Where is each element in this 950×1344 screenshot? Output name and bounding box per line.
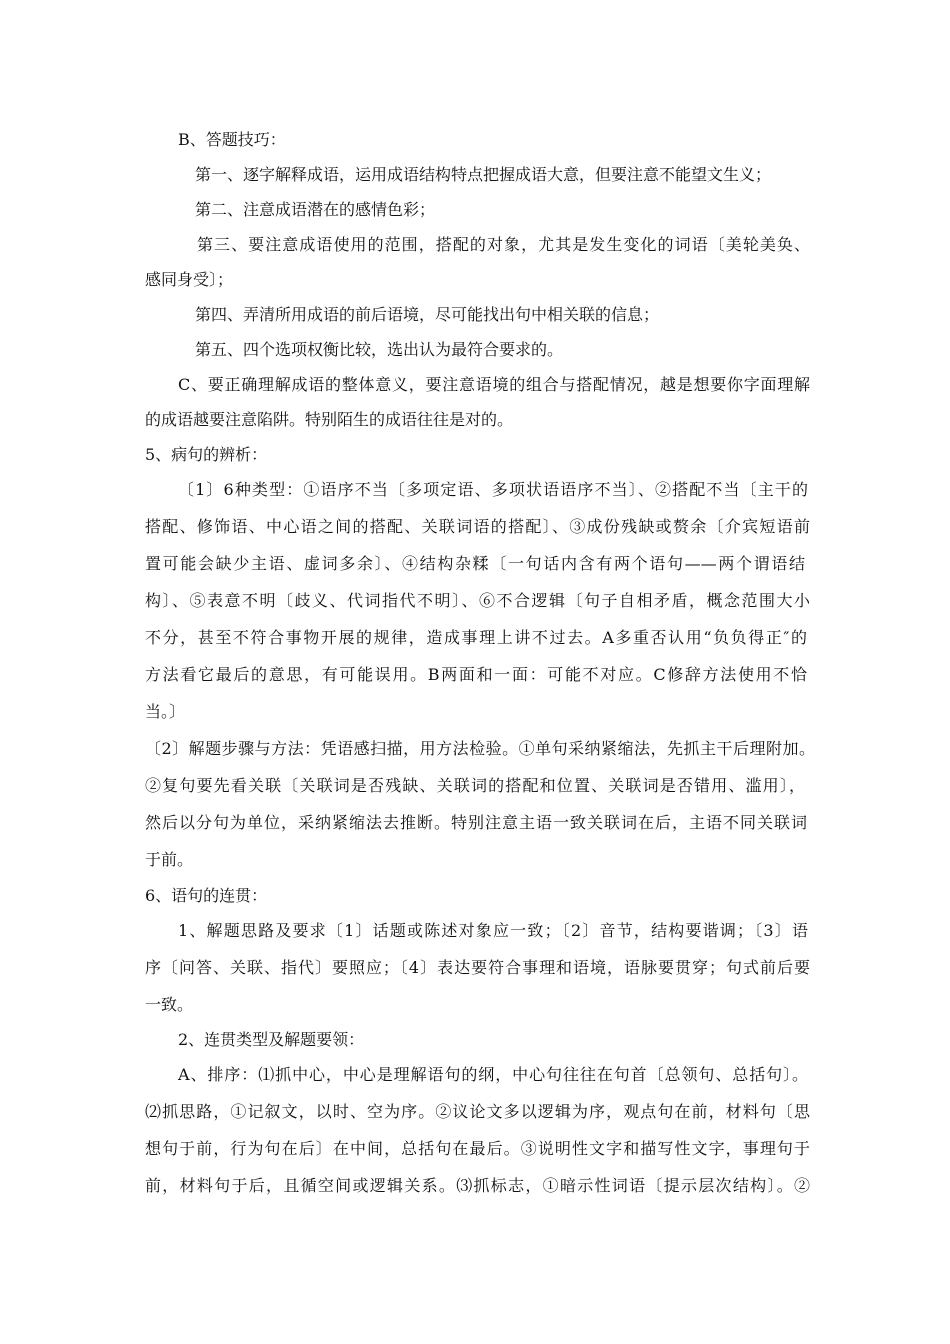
text-line: 〔1〕6种类型：①语序不当〔多项定语、多项状语语序不当〕、②搭配不当〔主干的 xyxy=(178,480,808,499)
section-heading-5: 5、病句的辨析： xyxy=(145,445,268,464)
text-line: 1、解题思路及要求〔1〕话题或陈述对象应一致；〔2〕音节，结构要谐调；〔3〕语 xyxy=(178,921,808,940)
text-line: A、排序：⑴抓中心，中心是理解语句的纲，中心句往往在句首〔总领句、总括句〕。 xyxy=(178,1065,808,1084)
text-line: 感同身受〕； xyxy=(145,270,234,289)
text-line: 不分，甚至不符合事物开展的规律，造成事理上讲不过去。A多重否认用“负负得正″的 xyxy=(145,628,807,647)
text-line: 第三、要注意成语使用的范围，搭配的对象，尤其是发生变化的词语〔美轮美奂、 xyxy=(197,235,810,254)
text-line: 2、连贯类型及解题要领： xyxy=(178,1030,365,1049)
text-line: 想句于前，行为句在后〕在中间，总括句在最后。③说明性文字和描写性文字，事理句于 xyxy=(145,1139,810,1158)
heading-answer-skills: B、答题技巧： xyxy=(178,130,286,149)
text-line: C、要正确理解成语的整体意义，要注意语境的组合与搭配情况，越是想要你字面理解 xyxy=(178,375,810,394)
text-line: ②复句要先看关联〔关联词是否残缺、关联词的搭配和位置、关联词是否错用、滥用〕， xyxy=(145,776,805,795)
text-line: 当。〕 xyxy=(145,702,186,721)
text-line: 序〔问答、关联、指代〕要照应；〔4〕表达要符合事理和语境，语脉要贯穿；句式前后要 xyxy=(145,958,810,977)
text-line: 第五、四个选项权衡比较，选出认为最符合要求的。 xyxy=(195,340,564,359)
text-line: 第二、注意成语潜在的感情色彩； xyxy=(195,200,436,219)
text-line: 前，材料句于后，且循空间或逻辑关系。⑶抓标志，①暗示性词语〔提示层次结构〕。② xyxy=(145,1176,810,1195)
text-line: ⑵抓思路，①记叙文，以时、空为序。②议论文多以逻辑为序，观点句在前，材料句〔思 xyxy=(145,1102,810,1121)
text-line: 搭配、修饰语、中心语之间的搭配、关联词语的搭配〕、③成份残缺或赘余〔介宾短语前 xyxy=(145,517,810,536)
text-line: 的成语越要注意陷阱。特别陌生的成语往往是对的。 xyxy=(145,410,514,429)
text-line: 方法看它最后的意思，有可能误用。B两面和一面：可能不对应。C修辞方法使用不恰 xyxy=(145,665,807,684)
text-line: 一致。 xyxy=(145,995,194,1014)
text-line: 于前。 xyxy=(145,850,194,869)
text-line: 〔2〕解题步骤与方法：凭语感扫描，用方法检验。①单句采纳紧缩法，先抓主干后理附加。 xyxy=(145,739,815,758)
text-line: 置可能会缺少主语、虚词多余〕、④结构杂糅〔一句话内含有两个语句——两个谓语结 xyxy=(145,554,805,573)
text-line: 第四、弄清所用成语的前后语境，尽可能找出句中相关联的信息； xyxy=(195,305,660,324)
text-line: 构〕、⑤表意不明〔歧义、代词指代不明〕、⑥不合逻辑〔句子自相矛盾，概念范围大小 xyxy=(145,591,810,610)
text-line: 第一、逐字解释成语，运用成语结构特点把握成语大意，但要注意不能望文生义； xyxy=(195,165,772,184)
section-heading-6: 6、语句的连贯： xyxy=(145,886,268,905)
text-line: 然后以分句为单位，采纳紧缩法去推断。特别注意主语一致关联词在后，主语不同关联词 xyxy=(145,813,807,832)
